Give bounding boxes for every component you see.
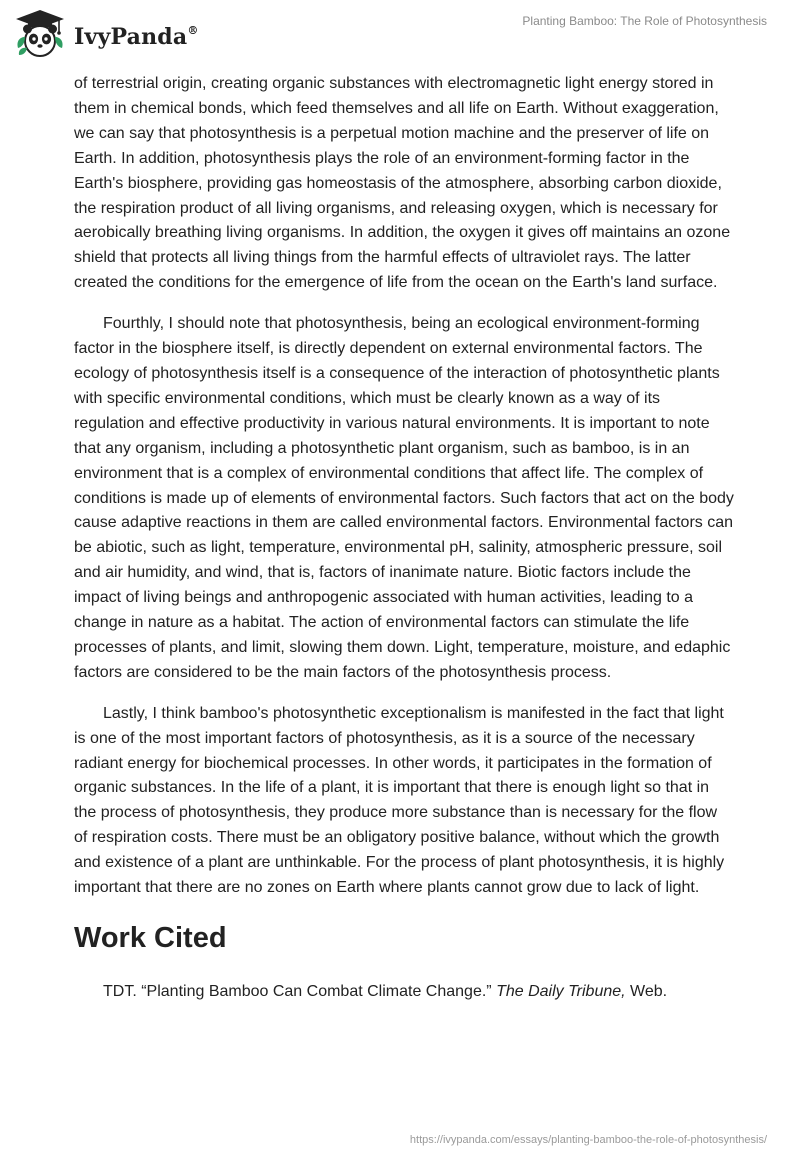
brand-name: IvyPanda® bbox=[74, 23, 199, 50]
essay-paragraph: of terrestrial origin, creating organic substances with electromagnetic light energy stored in them in chemical bonds, which feed themselves and all life on Earth. Without exaggeration, we can say that photosynthesis is a perpetual motion machine and the preserver of life on Earth. In addition, photosynthesis plays the role of an environment-forming factor in the Earth's biosphere, providing gas homeostasis of the atmosphere, absorbing carbon dioxide, the respiration product of all living organisms, and releasing oxygen, which is necessary for aerobically breathing living organisms. In addition, the oxygen it gives off maintains an ozone shield that protects all living things from the harmful effects of ultraviolet rays. The latter created the conditions for the emergence of life from the ocean on the Earth's land surface. bbox=[74, 75, 731, 292]
essay-content bbox=[74, 72, 734, 1004]
citation-entry bbox=[74, 980, 734, 1004]
footer-url[interactable]: https://ivypanda.com/essays/planting-bamboo-the-role-of-photosynthesis/ bbox=[409, 1134, 767, 1146]
page-header bbox=[0, 0, 800, 70]
panda-graduate-icon bbox=[14, 8, 66, 58]
citation-source: The Daily Tribune, bbox=[496, 982, 626, 1000]
citation-prefix: TDT. “Planting Bamboo Can Combat Climate Change.” bbox=[103, 982, 497, 1000]
essay-paragraph: Fourthly, I should note that photosynthesis, being an ecological environment-forming factor in the biosphere itself, is directly dependent on external environmental factors. The ecology of photosynthesis itself is a consequence of the interaction of photosynthetic plants with specific environmental conditions, which must be clearly known as a way of its regulation and effective productivity in various natural environments. It is important to note that any organism, including a photosynthetic plant organism, such as bamboo, is in an environment that is a complex of environmental conditions that affect life. The complex of conditions is made up of elements of environmental factors. Such factors that act on the body cause adaptive reactions in them are called environmental factors. Environmental factors can be abiotic, such as light, temperature, environmental pH, salinity, atmospheric pressure, soil and air humidity, and wind, that is, factors of inanimate nature. Biotic factors include the impact of living beings and anthropogenic associated with human activities, leading to a change in nature as a habitat. The action of environmental factors can stimulate the life processes of plants, and limit, slowing them down. Light, temperature, moisture, and edaphic factors are considered to be the main factors of the photosynthesis process. bbox=[74, 315, 734, 681]
works-cited-heading: Work Cited bbox=[74, 922, 227, 954]
citation-suffix: Web. bbox=[625, 982, 668, 1000]
registered-mark: ® bbox=[187, 23, 199, 37]
essay-paragraph: Lastly, I think bamboo's photosynthetic exceptionalism is manifested in the fact that light is one of the most important factors of photosynthesis, as it is a source of the necessary radiant energy for biochemical processes. In other words, it participates in the formation of organic substances. In the life of a plant, it is important that there is enough light so that in the process of photosynthesis, they produce more substance than is necessary for the flow of respiration costs. There must be an obligatory positive balance, without which the growth and existence of a plant are unthinkable. For the process of plant photosynthesis, it is highly important that there are no zones on Earth where plants cannot grow due to lack of light. bbox=[74, 704, 725, 897]
document-title: Planting Bamboo: The Role of Photosynthesis bbox=[522, 14, 767, 28]
ivypanda-logo[interactable] bbox=[14, 8, 199, 58]
